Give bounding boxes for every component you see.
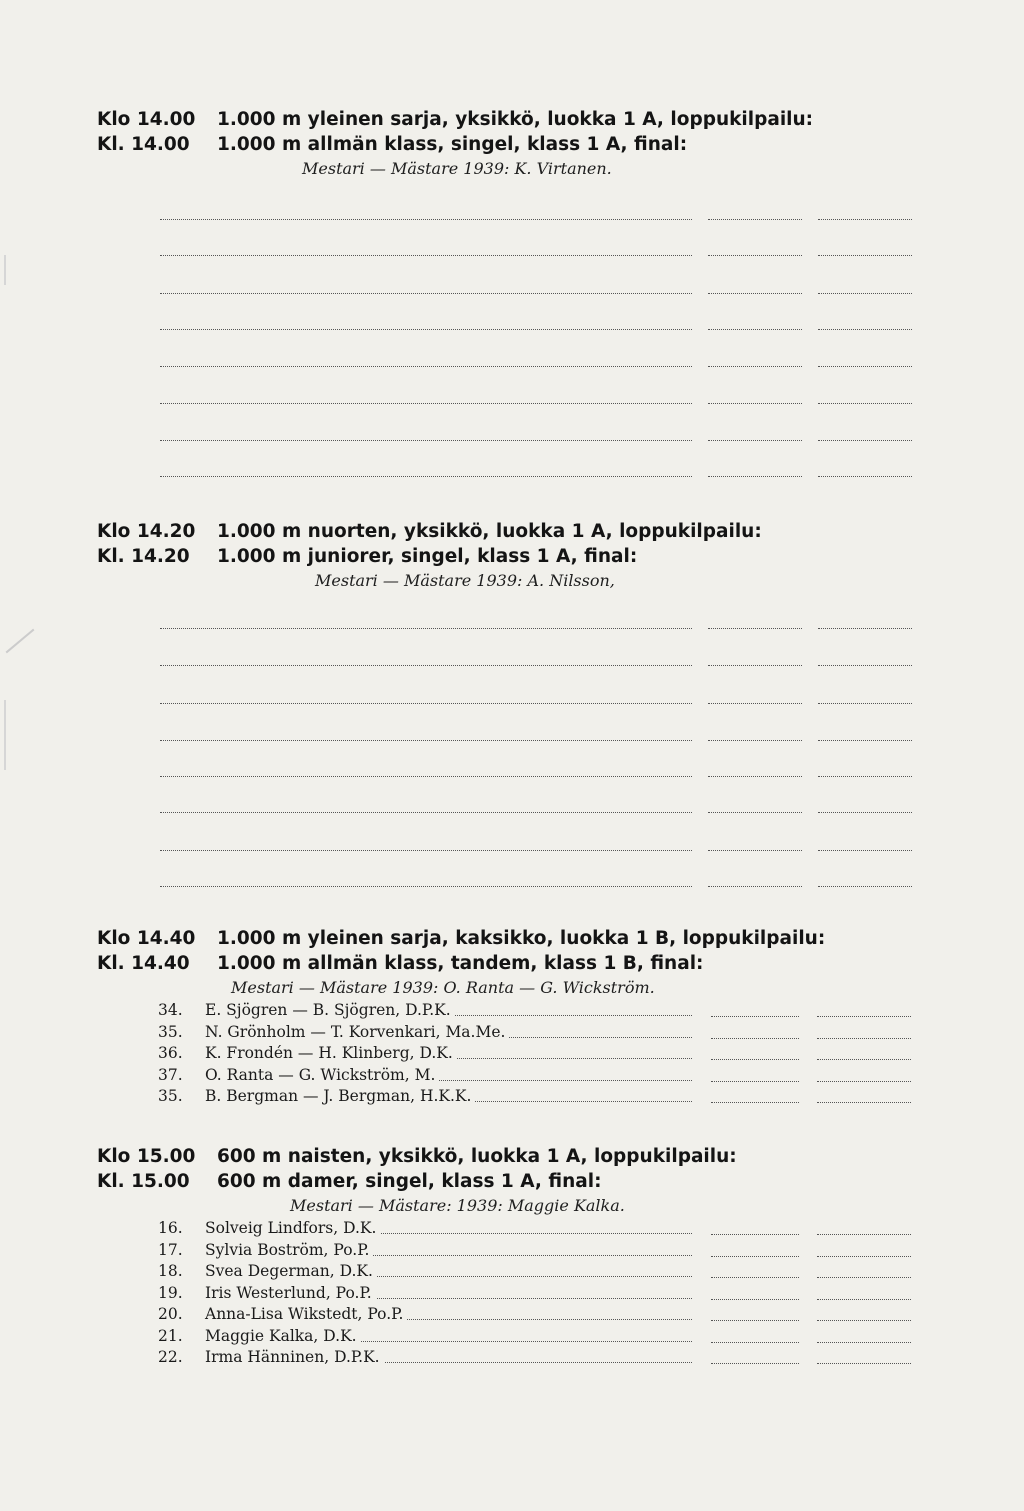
dotted-segment [818, 403, 912, 404]
race-section-4 [97, 1144, 897, 1369]
result-blank [711, 1256, 799, 1257]
result-blank [817, 1256, 911, 1257]
result-blank [711, 1234, 799, 1235]
entry-name: Maggie Kalka, D.K. [205, 1326, 361, 1347]
blank-result-line [0, 665, 1024, 667]
race-time: Kl. 15.00 [97, 1171, 190, 1192]
result-blank [817, 1016, 911, 1017]
blank-result-line [0, 293, 1024, 295]
blank-result-line [0, 886, 1024, 888]
entry-name: N. Grönholm — T. Korvenkari, Ma.Me. [205, 1022, 509, 1043]
result-blank [711, 1081, 799, 1082]
dotted-segment [160, 293, 692, 294]
dotted-segment [708, 703, 802, 704]
entry-row [97, 1347, 917, 1368]
blank-result-line [0, 850, 1024, 852]
dotted-segment [160, 850, 692, 851]
entry-row [97, 1022, 917, 1043]
dotted-segment [160, 740, 692, 741]
result-blank [711, 1038, 799, 1039]
paper-crease [4, 255, 6, 285]
result-blank [711, 1320, 799, 1321]
dotted-segment [160, 665, 692, 666]
dotted-segment [708, 665, 802, 666]
dotted-segment [818, 293, 912, 294]
dotted-segment [818, 628, 912, 629]
blank-result-line [0, 219, 1024, 221]
dotted-segment [708, 219, 802, 220]
result-blank [711, 1342, 799, 1343]
result-blank [711, 1299, 799, 1300]
dotted-segment [708, 740, 802, 741]
blank-result-line [0, 776, 1024, 778]
entry-list [97, 1000, 897, 1108]
race-header-sv [97, 951, 897, 976]
dotted-segment [160, 255, 692, 256]
dotted-segment [708, 886, 802, 887]
race-title: 600 m naisten, yksikkö, luokka 1 A, loppukilpailu: [217, 1146, 737, 1167]
result-blank [817, 1081, 911, 1082]
dotted-segment [818, 812, 912, 813]
result-blank [711, 1363, 799, 1364]
race-time: Klo 14.20 [97, 521, 196, 542]
dotted-segment [708, 255, 802, 256]
dotted-segment [708, 812, 802, 813]
dotted-segment [818, 366, 912, 367]
result-blank [711, 1102, 799, 1103]
blank-result-line [0, 440, 1024, 442]
entry-number: 35. [158, 1022, 183, 1041]
result-blank [817, 1320, 911, 1321]
dotted-segment [818, 476, 912, 477]
result-blank [817, 1038, 911, 1039]
entry-number: 18. [158, 1262, 183, 1280]
blank-result-line [0, 366, 1024, 368]
champion-line: Mestari — Mästare 1939: O. Ranta — G. Wickström. [231, 978, 655, 997]
dotted-segment [160, 219, 692, 220]
entry-name: Solveig Lindfors, D.K. [205, 1218, 380, 1239]
race-header-fi [97, 1144, 897, 1169]
dotted-segment [708, 293, 802, 294]
race-section-2 [97, 519, 897, 593]
entry-row [97, 1326, 917, 1347]
result-blank [817, 1299, 911, 1300]
dotted-segment [818, 255, 912, 256]
blank-result-line [0, 403, 1024, 405]
dotted-segment [160, 628, 692, 629]
dotted-segment [818, 703, 912, 704]
race-time: Klo 14.00 [97, 109, 196, 130]
result-blank [817, 1234, 911, 1235]
result-blank [817, 1342, 911, 1343]
entry-row [97, 1261, 917, 1282]
blank-result-line [0, 329, 1024, 331]
entry-number: 17. [158, 1240, 183, 1259]
entry-name: Iris Westerlund, Po.P. [205, 1283, 376, 1304]
race-time: Kl. 14.00 [97, 134, 190, 155]
entry-name: O. Ranta — G. Wickström, M. [205, 1065, 439, 1086]
race-header-fi [97, 926, 897, 951]
entry-name: B. Bergman — J. Bergman, H.K.K. [205, 1086, 475, 1107]
result-blank [817, 1102, 911, 1103]
race-title: 600 m damer, singel, klass 1 A, final: [217, 1171, 602, 1192]
dotted-segment [818, 329, 912, 330]
dotted-segment [160, 366, 692, 367]
result-blank [817, 1059, 911, 1060]
race-title: 1.000 m allmän klass, tandem, klass 1 B, final: [217, 953, 704, 974]
race-section-3 [97, 926, 897, 1108]
entry-row [97, 1218, 917, 1239]
race-title: 1.000 m yleinen sarja, yksikkö, luokka 1 A, loppukilpailu: [217, 109, 814, 130]
dotted-segment [818, 219, 912, 220]
dotted-segment [708, 366, 802, 367]
entry-name: Irma Hänninen, D.P.K. [205, 1347, 384, 1368]
dotted-segment [708, 776, 802, 777]
dotted-segment [818, 850, 912, 851]
race-title: 1.000 m allmän klass, singel, klass 1 A, final: [217, 134, 688, 155]
result-blank [711, 1277, 799, 1278]
race-time: Kl. 14.40 [97, 953, 190, 974]
entry-number: 22. [158, 1348, 183, 1366]
entry-row [97, 1240, 917, 1261]
paper-crease [6, 629, 35, 654]
blank-result-line [0, 740, 1024, 742]
race-time: Kl. 14.20 [97, 546, 190, 567]
entry-list [97, 1218, 897, 1369]
blank-result-line [0, 812, 1024, 814]
race-section-1 [97, 107, 897, 181]
entry-number: 36. [158, 1044, 183, 1062]
entry-number: 37. [158, 1065, 183, 1084]
champion-line: Mestari — Mästare 1939: A. Nilsson, [315, 571, 615, 590]
dotted-segment [818, 886, 912, 887]
dotted-segment [818, 440, 912, 441]
entry-name: E. Sjögren — B. Sjögren, D.P.K. [205, 1000, 455, 1021]
entry-row [97, 1283, 917, 1304]
entry-row [97, 1086, 917, 1107]
dotted-segment [160, 776, 692, 777]
race-title: 1.000 m nuorten, yksikkö, luokka 1 A, loppukilpailu: [217, 521, 762, 542]
entry-row [97, 1043, 917, 1064]
paper-crease [4, 700, 6, 770]
dotted-segment [160, 812, 692, 813]
entry-row [97, 1304, 917, 1325]
dotted-segment [818, 776, 912, 777]
dotted-segment [160, 886, 692, 887]
entry-name: K. Frondén — H. Klinberg, D.K. [205, 1043, 457, 1064]
result-blank [711, 1016, 799, 1017]
race-header-sv [97, 544, 897, 569]
champion-line: Mestari — Mästare: 1939: Maggie Kalka. [290, 1196, 625, 1215]
race-time: Klo 14.40 [97, 928, 196, 949]
entry-row [97, 1000, 917, 1021]
blank-result-line [0, 255, 1024, 257]
entry-number: 34. [158, 1001, 183, 1019]
dotted-segment [160, 440, 692, 441]
result-blank [817, 1277, 911, 1278]
race-time: Klo 15.00 [97, 1146, 196, 1167]
dotted-segment [708, 850, 802, 851]
entry-number: 21. [158, 1326, 183, 1345]
dotted-segment [708, 329, 802, 330]
blank-result-line [0, 703, 1024, 705]
race-header-sv [97, 132, 897, 157]
dotted-segment [708, 476, 802, 477]
race-title: 1.000 m juniorer, singel, klass 1 A, final: [217, 546, 638, 567]
race-header-sv [97, 1169, 897, 1194]
dotted-segment [708, 403, 802, 404]
entry-name: Sylvia Boström, Po.P. [205, 1240, 373, 1261]
champion-line: Mestari — Mästare 1939: K. Virtanen. [302, 159, 612, 178]
entry-name: Anna-Lisa Wikstedt, Po.P. [205, 1304, 407, 1325]
entry-name: Svea Degerman, D.K. [205, 1261, 377, 1282]
dotted-segment [160, 403, 692, 404]
entry-number: 19. [158, 1283, 183, 1302]
dotted-segment [818, 665, 912, 666]
race-header-fi [97, 519, 897, 544]
result-blank [817, 1363, 911, 1364]
race-header-fi [97, 107, 897, 132]
blank-result-line [0, 628, 1024, 630]
entry-number: 35. [158, 1087, 183, 1105]
dotted-segment [708, 628, 802, 629]
dotted-segment [708, 440, 802, 441]
dotted-segment [818, 740, 912, 741]
result-blank [711, 1059, 799, 1060]
dotted-segment [160, 329, 692, 330]
dotted-segment [160, 703, 692, 704]
dotted-segment [160, 476, 692, 477]
blank-result-line [0, 476, 1024, 478]
race-title: 1.000 m yleinen sarja, kaksikko, luokka 1 B, loppukilpailu: [217, 928, 826, 949]
entry-number: 16. [158, 1219, 183, 1237]
entry-number: 20. [158, 1305, 183, 1323]
entry-row [97, 1065, 917, 1086]
